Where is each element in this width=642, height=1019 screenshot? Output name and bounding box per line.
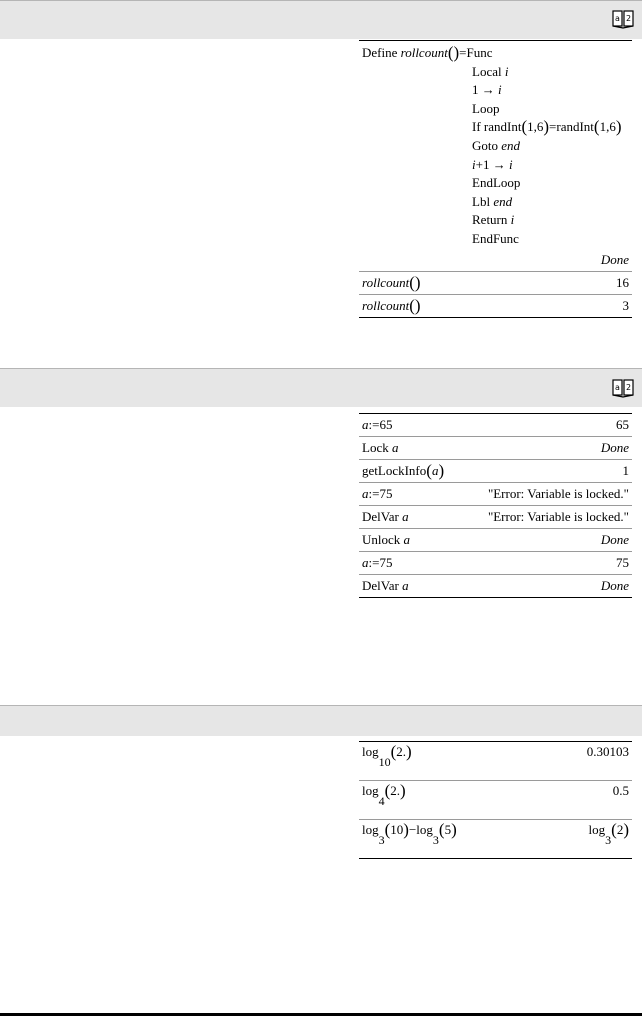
entry-result bbox=[613, 783, 629, 799]
expr-token: log bbox=[362, 822, 379, 837]
expr-token: i bbox=[504, 63, 509, 79]
svg-text:a: a bbox=[615, 383, 620, 392]
expr-token: 2. bbox=[390, 783, 401, 798]
entry-input bbox=[362, 295, 421, 315]
log-base: 10 bbox=[378, 755, 391, 769]
expr-token: log bbox=[362, 783, 379, 798]
expr-token: Done bbox=[600, 532, 629, 547]
expr-token: end bbox=[501, 137, 521, 153]
entry-row bbox=[359, 506, 632, 529]
expr-token: If randInt bbox=[472, 119, 522, 135]
entry-input bbox=[362, 781, 406, 808]
entry-row bbox=[359, 295, 632, 317]
expr-token: getLockInfo bbox=[362, 463, 427, 478]
expr-token: a bbox=[362, 555, 369, 570]
entry-input bbox=[362, 742, 412, 769]
expr-token: → bbox=[478, 82, 498, 98]
program-line bbox=[362, 63, 629, 82]
entry-input bbox=[362, 440, 398, 456]
paren: ( bbox=[438, 820, 445, 839]
log-base: 3 bbox=[378, 833, 385, 847]
entry-input bbox=[362, 820, 457, 847]
program-line bbox=[362, 137, 629, 156]
expr-token: Define bbox=[362, 45, 401, 60]
entry-row bbox=[359, 781, 632, 820]
expr-token: :=75 bbox=[368, 555, 393, 570]
expr-token: Goto bbox=[472, 137, 502, 153]
program-line bbox=[362, 174, 629, 193]
expr-token: +1 → bbox=[475, 156, 509, 172]
entry-result bbox=[488, 509, 629, 525]
expr-token: rollcount bbox=[362, 274, 410, 290]
entry-row bbox=[359, 272, 632, 295]
section-header-2 bbox=[0, 368, 642, 407]
expr-token: EndFunc bbox=[472, 230, 519, 246]
entry-input bbox=[362, 532, 410, 548]
expr-token: 2. bbox=[396, 744, 407, 759]
expr-token: 16 bbox=[616, 274, 629, 290]
paren: ( bbox=[390, 742, 397, 761]
entry-result bbox=[601, 440, 629, 456]
expr-token: 0.5 bbox=[612, 783, 629, 798]
expr-token: 3 bbox=[622, 297, 629, 313]
entry-input bbox=[362, 486, 392, 502]
program-line bbox=[362, 118, 629, 137]
expr-token: log bbox=[362, 744, 379, 759]
svg-text:a: a bbox=[615, 14, 620, 23]
expr-token: a bbox=[403, 532, 411, 547]
catalog-book-icon bbox=[612, 378, 634, 398]
expr-token: i bbox=[510, 212, 515, 228]
entry-input bbox=[362, 578, 409, 594]
paren: ) bbox=[623, 820, 629, 839]
program-definition bbox=[359, 41, 632, 249]
expr-token: Done bbox=[600, 578, 629, 593]
svg-text:2: 2 bbox=[626, 383, 632, 392]
entry-result bbox=[616, 417, 629, 433]
program-result bbox=[601, 252, 629, 268]
expr-token: :=75 bbox=[368, 486, 393, 501]
expr-token: Unlock bbox=[362, 532, 404, 547]
expr-token: Lock bbox=[362, 440, 392, 455]
expr-token: rollcount bbox=[400, 45, 448, 60]
expr-token: 1,6 bbox=[527, 119, 544, 135]
expr-token: 75 bbox=[616, 555, 629, 570]
paren: ( bbox=[384, 781, 391, 800]
entry-row bbox=[359, 437, 632, 460]
expr-token: 65 bbox=[616, 417, 629, 432]
expr-token: 1 bbox=[622, 463, 629, 478]
program-line bbox=[362, 230, 629, 249]
expr-token: a bbox=[362, 417, 369, 432]
entry-row bbox=[359, 483, 632, 506]
entry-row bbox=[359, 575, 632, 597]
example-lock-variable bbox=[359, 413, 632, 598]
result-text: Done bbox=[600, 251, 629, 267]
entry-result bbox=[601, 578, 629, 594]
paren: () bbox=[409, 272, 421, 292]
expr-token: a bbox=[391, 440, 399, 455]
section-header-1 bbox=[0, 0, 642, 39]
expr-token: log bbox=[588, 822, 606, 837]
expr-token: Return bbox=[472, 212, 511, 228]
expr-token: 1,6 bbox=[599, 119, 616, 135]
expr-token: :=65 bbox=[368, 417, 393, 432]
entry-row bbox=[359, 552, 632, 575]
program-line bbox=[362, 156, 629, 175]
paren: ) bbox=[543, 117, 550, 137]
entry-result bbox=[623, 463, 630, 479]
program-line bbox=[362, 44, 629, 63]
paren: ( bbox=[426, 461, 432, 480]
paren: ( bbox=[611, 820, 617, 839]
expr-token: a bbox=[402, 509, 409, 524]
expr-token: Done bbox=[600, 440, 629, 455]
paren: ( bbox=[521, 117, 528, 137]
paren: ) bbox=[438, 461, 445, 480]
program-line bbox=[362, 193, 629, 212]
expr-token: 10 bbox=[390, 822, 404, 837]
entry-input bbox=[362, 417, 392, 433]
log-base: 4 bbox=[378, 794, 385, 808]
expr-token: 0.30103 bbox=[586, 744, 629, 759]
expr-token: a bbox=[362, 486, 369, 501]
paren: () bbox=[447, 43, 460, 62]
program-line bbox=[362, 81, 629, 100]
expr-token: i bbox=[472, 156, 476, 172]
expr-token: "Error: Variable is locked." bbox=[487, 509, 629, 524]
entry-result bbox=[623, 298, 630, 314]
program-line bbox=[362, 211, 629, 230]
entry-result bbox=[616, 275, 629, 291]
expr-token: Local bbox=[472, 63, 505, 79]
expr-token: a bbox=[402, 578, 409, 593]
entry-input bbox=[362, 555, 392, 571]
expr-token: Lbl bbox=[472, 193, 494, 209]
paren: () bbox=[409, 295, 421, 315]
paren: ) bbox=[403, 820, 409, 839]
expr-token: =randInt bbox=[549, 119, 594, 135]
expr-token: i bbox=[498, 82, 502, 98]
page-bottom-rule bbox=[0, 1013, 642, 1016]
expr-token: =Func bbox=[459, 45, 493, 60]
paren: ) bbox=[451, 820, 457, 839]
entry-row bbox=[359, 460, 632, 483]
paren: ) bbox=[400, 781, 406, 800]
expr-token: DelVar bbox=[362, 509, 403, 524]
log-base: 3 bbox=[432, 833, 439, 847]
expr-token: end bbox=[493, 193, 513, 209]
paren: ( bbox=[384, 820, 391, 839]
expr-token: 5 bbox=[444, 822, 452, 837]
expr-token: i bbox=[508, 156, 513, 172]
expr-token: DelVar bbox=[362, 578, 403, 593]
expr-token: 2 bbox=[616, 822, 624, 837]
paren: ( bbox=[593, 117, 600, 137]
entry-input bbox=[362, 463, 444, 479]
log-base: 3 bbox=[605, 833, 612, 847]
entry-result bbox=[616, 555, 629, 571]
catalog-book-icon bbox=[612, 9, 634, 29]
expr-token: rollcount bbox=[362, 297, 410, 313]
entry-row bbox=[359, 820, 632, 858]
entry-input bbox=[362, 272, 421, 292]
program-result-row bbox=[359, 249, 632, 272]
program-line bbox=[362, 100, 629, 119]
entry-row bbox=[359, 742, 632, 781]
expr-token: "Error: Variable is locked." bbox=[487, 486, 629, 501]
expr-token: EndLoop bbox=[472, 175, 521, 191]
entry-result bbox=[488, 486, 629, 502]
entry-input bbox=[362, 509, 409, 525]
entry-row bbox=[359, 529, 632, 552]
expr-token: Loop bbox=[472, 100, 500, 116]
expr-token: 1 bbox=[472, 82, 479, 98]
expr-token: a bbox=[431, 463, 439, 478]
example-program-rollcount bbox=[359, 40, 632, 318]
section-header-3 bbox=[0, 705, 642, 736]
entry-row bbox=[359, 414, 632, 437]
entry-result bbox=[587, 744, 629, 760]
entry-result bbox=[601, 532, 629, 548]
expr-token: −log bbox=[408, 822, 433, 837]
entry-result bbox=[588, 820, 629, 847]
paren: ) bbox=[406, 742, 412, 761]
example-log bbox=[359, 741, 632, 859]
paren: ) bbox=[615, 117, 622, 137]
svg-text:2: 2 bbox=[626, 14, 632, 23]
